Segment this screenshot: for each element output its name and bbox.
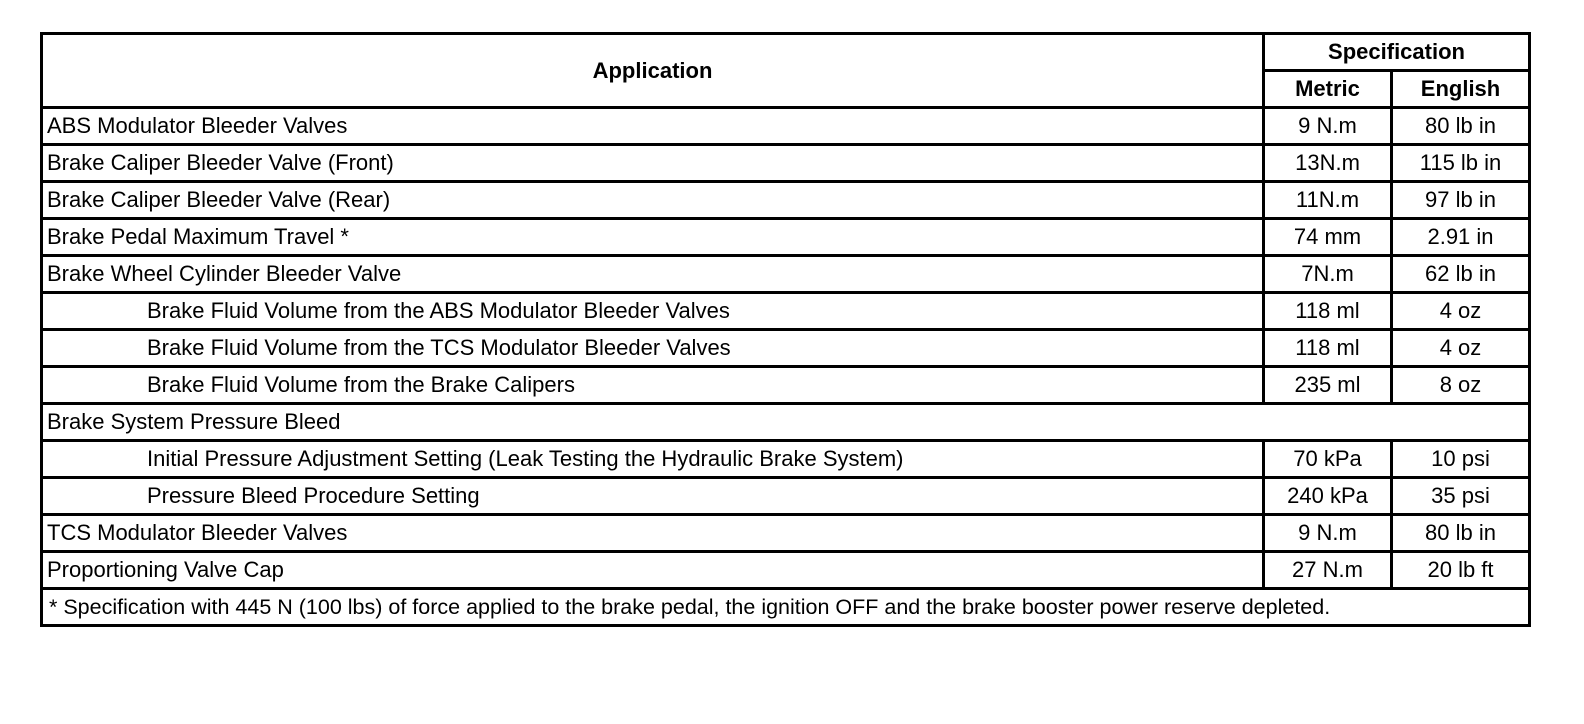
table-row (42, 293, 1530, 330)
table-row (42, 145, 1530, 182)
application-header: Application (42, 34, 1264, 108)
application-cell: Brake Caliper Bleeder Valve (Rear) (42, 182, 1264, 219)
english-cell: 35 psi (1392, 478, 1530, 515)
metric-cell: 70 kPa (1264, 441, 1392, 478)
english-header: English (1392, 71, 1530, 108)
metric-cell: 7N.m (1264, 256, 1392, 293)
application-cell: Pressure Bleed Procedure Setting (42, 478, 1264, 515)
metric-cell: 118 ml (1264, 293, 1392, 330)
english-cell: 2.91 in (1392, 219, 1530, 256)
metric-cell: 9 N.m (1264, 108, 1392, 145)
table-row (42, 256, 1530, 293)
table-row (42, 552, 1530, 589)
english-cell: 62 lb in (1392, 256, 1530, 293)
application-cell: Brake Fluid Volume from the ABS Modulator Bleeder Valves (42, 293, 1264, 330)
metric-cell: 240 kPa (1264, 478, 1392, 515)
english-cell: 115 lb in (1392, 145, 1530, 182)
header-row (42, 34, 1530, 71)
table-row (42, 182, 1530, 219)
metric-cell: 13N.m (1264, 145, 1392, 182)
application-cell: Brake Fluid Volume from the TCS Modulator Bleeder Valves (42, 330, 1264, 367)
english-cell: 10 psi (1392, 441, 1530, 478)
english-cell: 4 oz (1392, 330, 1530, 367)
specification-header: Specification (1264, 34, 1530, 71)
english-cell: 8 oz (1392, 367, 1530, 404)
application-cell: Brake Caliper Bleeder Valve (Front) (42, 145, 1264, 182)
metric-cell: 11N.m (1264, 182, 1392, 219)
english-cell: 97 lb in (1392, 182, 1530, 219)
metric-cell: 235 ml (1264, 367, 1392, 404)
table-row (42, 330, 1530, 367)
english-cell: 80 lb in (1392, 515, 1530, 552)
table-row (42, 219, 1530, 256)
english-cell: 20 lb ft (1392, 552, 1530, 589)
metric-cell: 27 N.m (1264, 552, 1392, 589)
section-heading: Brake System Pressure Bleed (42, 404, 1530, 441)
metric-cell: 74 mm (1264, 219, 1392, 256)
footnote-row (42, 589, 1530, 626)
table-row (42, 515, 1530, 552)
application-cell: Brake Pedal Maximum Travel * (42, 219, 1264, 256)
metric-header: Metric (1264, 71, 1392, 108)
metric-cell: 118 ml (1264, 330, 1392, 367)
table-row (42, 478, 1530, 515)
table-row (42, 108, 1530, 145)
application-cell: Proportioning Valve Cap (42, 552, 1264, 589)
specification-table (40, 32, 1531, 627)
application-cell: Brake Wheel Cylinder Bleeder Valve (42, 256, 1264, 293)
english-cell: 80 lb in (1392, 108, 1530, 145)
table-row (42, 441, 1530, 478)
application-cell: TCS Modulator Bleeder Valves (42, 515, 1264, 552)
application-cell: ABS Modulator Bleeder Valves (42, 108, 1264, 145)
application-cell: Initial Pressure Adjustment Setting (Leak Testing the Hydraulic Brake System) (42, 441, 1264, 478)
application-cell: Brake Fluid Volume from the Brake Calipers (42, 367, 1264, 404)
metric-cell: 9 N.m (1264, 515, 1392, 552)
footnote: * Specification with 445 N (100 lbs) of force applied to the brake pedal, the ignition OFF and the brake booster power reserve depleted. (42, 589, 1530, 626)
english-cell: 4 oz (1392, 293, 1530, 330)
table-row (42, 367, 1530, 404)
section-row (42, 404, 1530, 441)
